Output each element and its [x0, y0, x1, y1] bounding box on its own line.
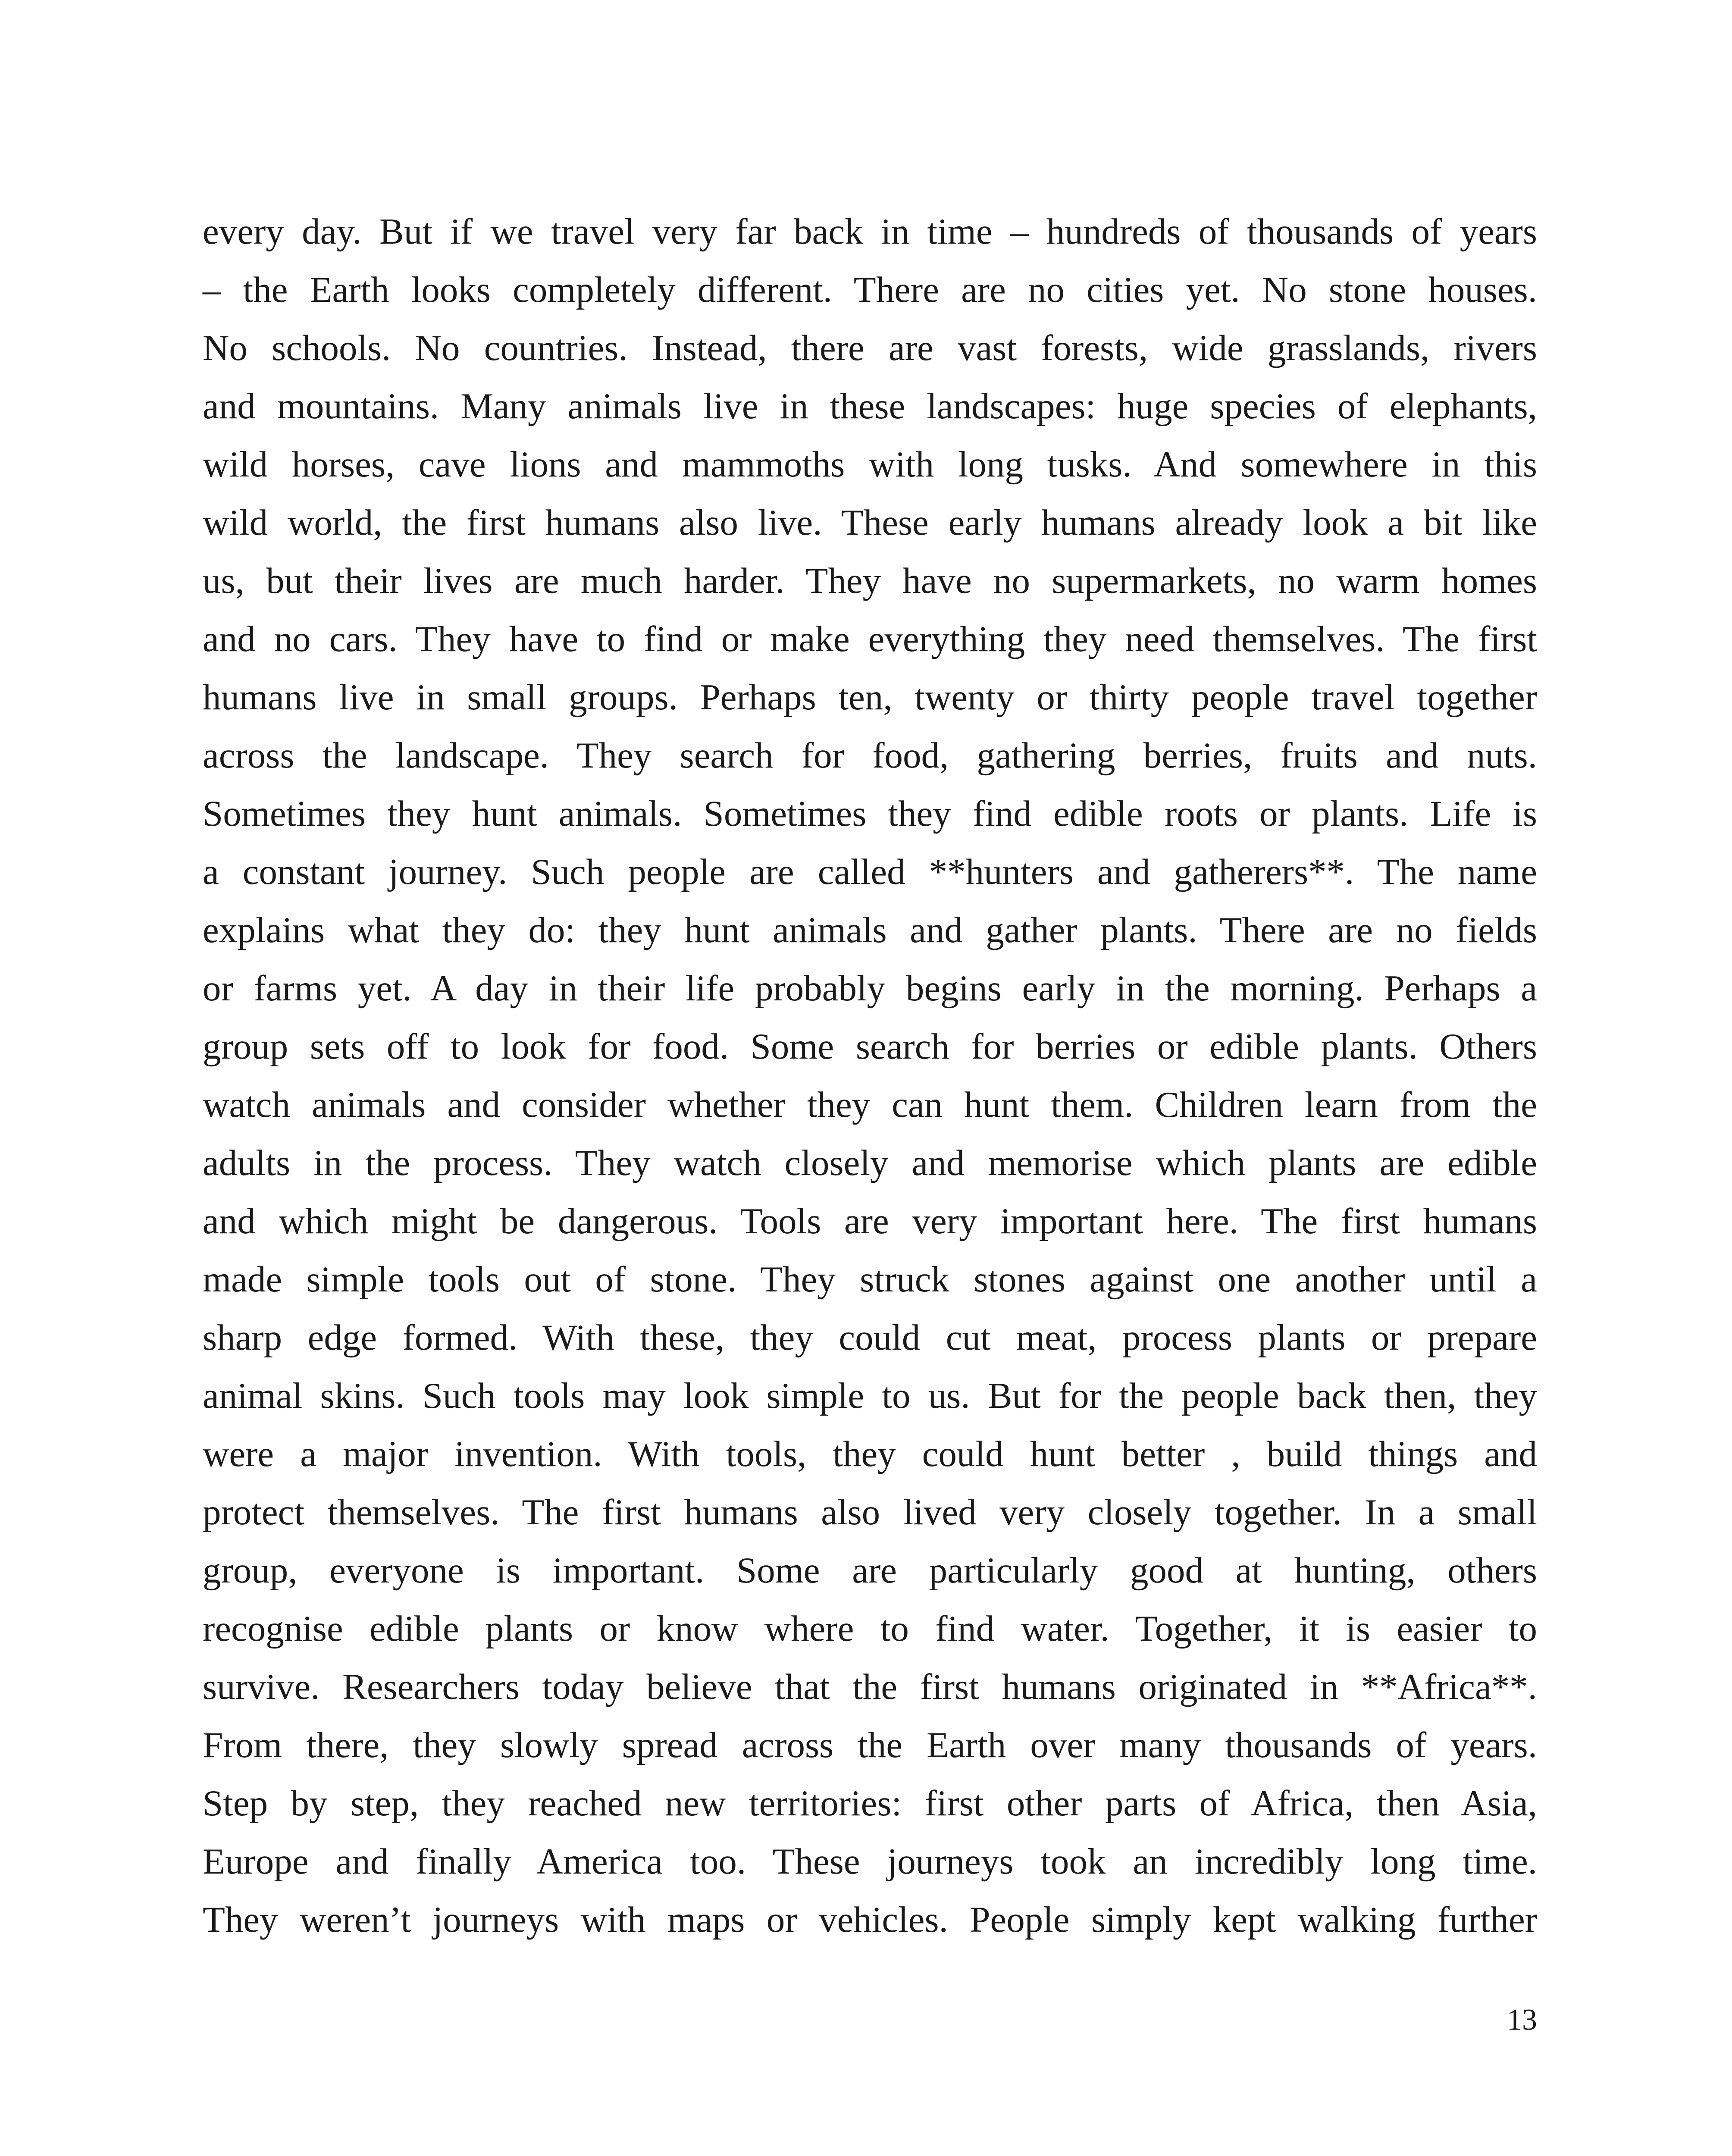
text-line: every day. But if we travel very far back in time – hundreds of thousands of years — [203, 211, 1537, 252]
text-line: adults in the process. They watch closely and memorise which plants are edible — [203, 1143, 1537, 1183]
text-line: From there, they slowly spread across the Earth over many thousands of years. — [203, 1725, 1537, 1765]
text-line: or farms yet. A day in their life probably begins early in the morning. Perhaps a — [203, 968, 1537, 1009]
text-line: Step by step, they reached new territories: first other parts of Africa, then Asia, — [203, 1783, 1537, 1824]
body-text — [203, 203, 1537, 1949]
text-line: protect themselves. The first humans also lived very closely together. In a small — [203, 1492, 1537, 1532]
text-line: animal skins. Such tools may look simple to us. But for the people back then, they — [203, 1376, 1537, 1416]
text-line: wild horses, cave lions and mammoths with long tusks. And somewhere in this — [203, 444, 1537, 485]
text-line: watch animals and consider whether they can hunt them. Children learn from the — [203, 1084, 1537, 1125]
text-line: and no cars. They have to find or make everything they need themselves. The first — [203, 619, 1537, 659]
text-line: No schools. No countries. Instead, there are vast forests, wide grasslands, rivers — [203, 328, 1537, 368]
text-line: humans live in small groups. Perhaps ten, twenty or thirty people travel together — [203, 677, 1537, 718]
text-line: made simple tools out of stone. They struck stones against one another until a — [203, 1259, 1537, 1300]
text-line: group, everyone is important. Some are particularly good at hunting, others — [203, 1550, 1537, 1591]
text-line: survive. Researchers today believe that the first humans originated in **Africa**. — [203, 1667, 1537, 1707]
page-number: 13 — [1507, 2003, 1537, 2037]
text-line: wild world, the first humans also live. These early humans already look a bit like — [203, 502, 1537, 543]
text-line: group sets off to look for food. Some search for berries or edible plants. Others — [203, 1026, 1537, 1067]
text-line: a constant journey. Such people are called **hunters and gatherers**. The name — [203, 852, 1537, 892]
text-line: They weren’t journeys with maps or vehicles. People simply kept walking further — [203, 1899, 1537, 1940]
text-line: recognise edible plants or know where to find water. Together, it is easier to — [203, 1608, 1537, 1649]
text-line: across the landscape. They search for food, gathering berries, fruits and nuts. — [203, 735, 1537, 776]
text-line: Europe and finally America too. These journeys took an incredibly long time. — [203, 1841, 1537, 1882]
text-line: explains what they do: they hunt animals and gather plants. There are no fields — [203, 910, 1537, 950]
text-line: us, but their lives are much harder. They have no supermarkets, no warm homes — [203, 561, 1537, 601]
text-line: and which might be dangerous. Tools are very important here. The first humans — [203, 1201, 1537, 1241]
text-line: – the Earth looks completely different. There are no cities yet. No stone houses. — [203, 270, 1537, 310]
text-line: Sometimes they hunt animals. Sometimes they find edible roots or plants. Life is — [203, 793, 1537, 834]
text-line: were a major invention. With tools, they could hunt better , build things and — [203, 1434, 1537, 1474]
text-line: and mountains. Many animals live in these landscapes: huge species of elephants, — [203, 386, 1537, 426]
text-line: sharp edge formed. With these, they could cut meat, process plants or prepare — [203, 1317, 1537, 1358]
